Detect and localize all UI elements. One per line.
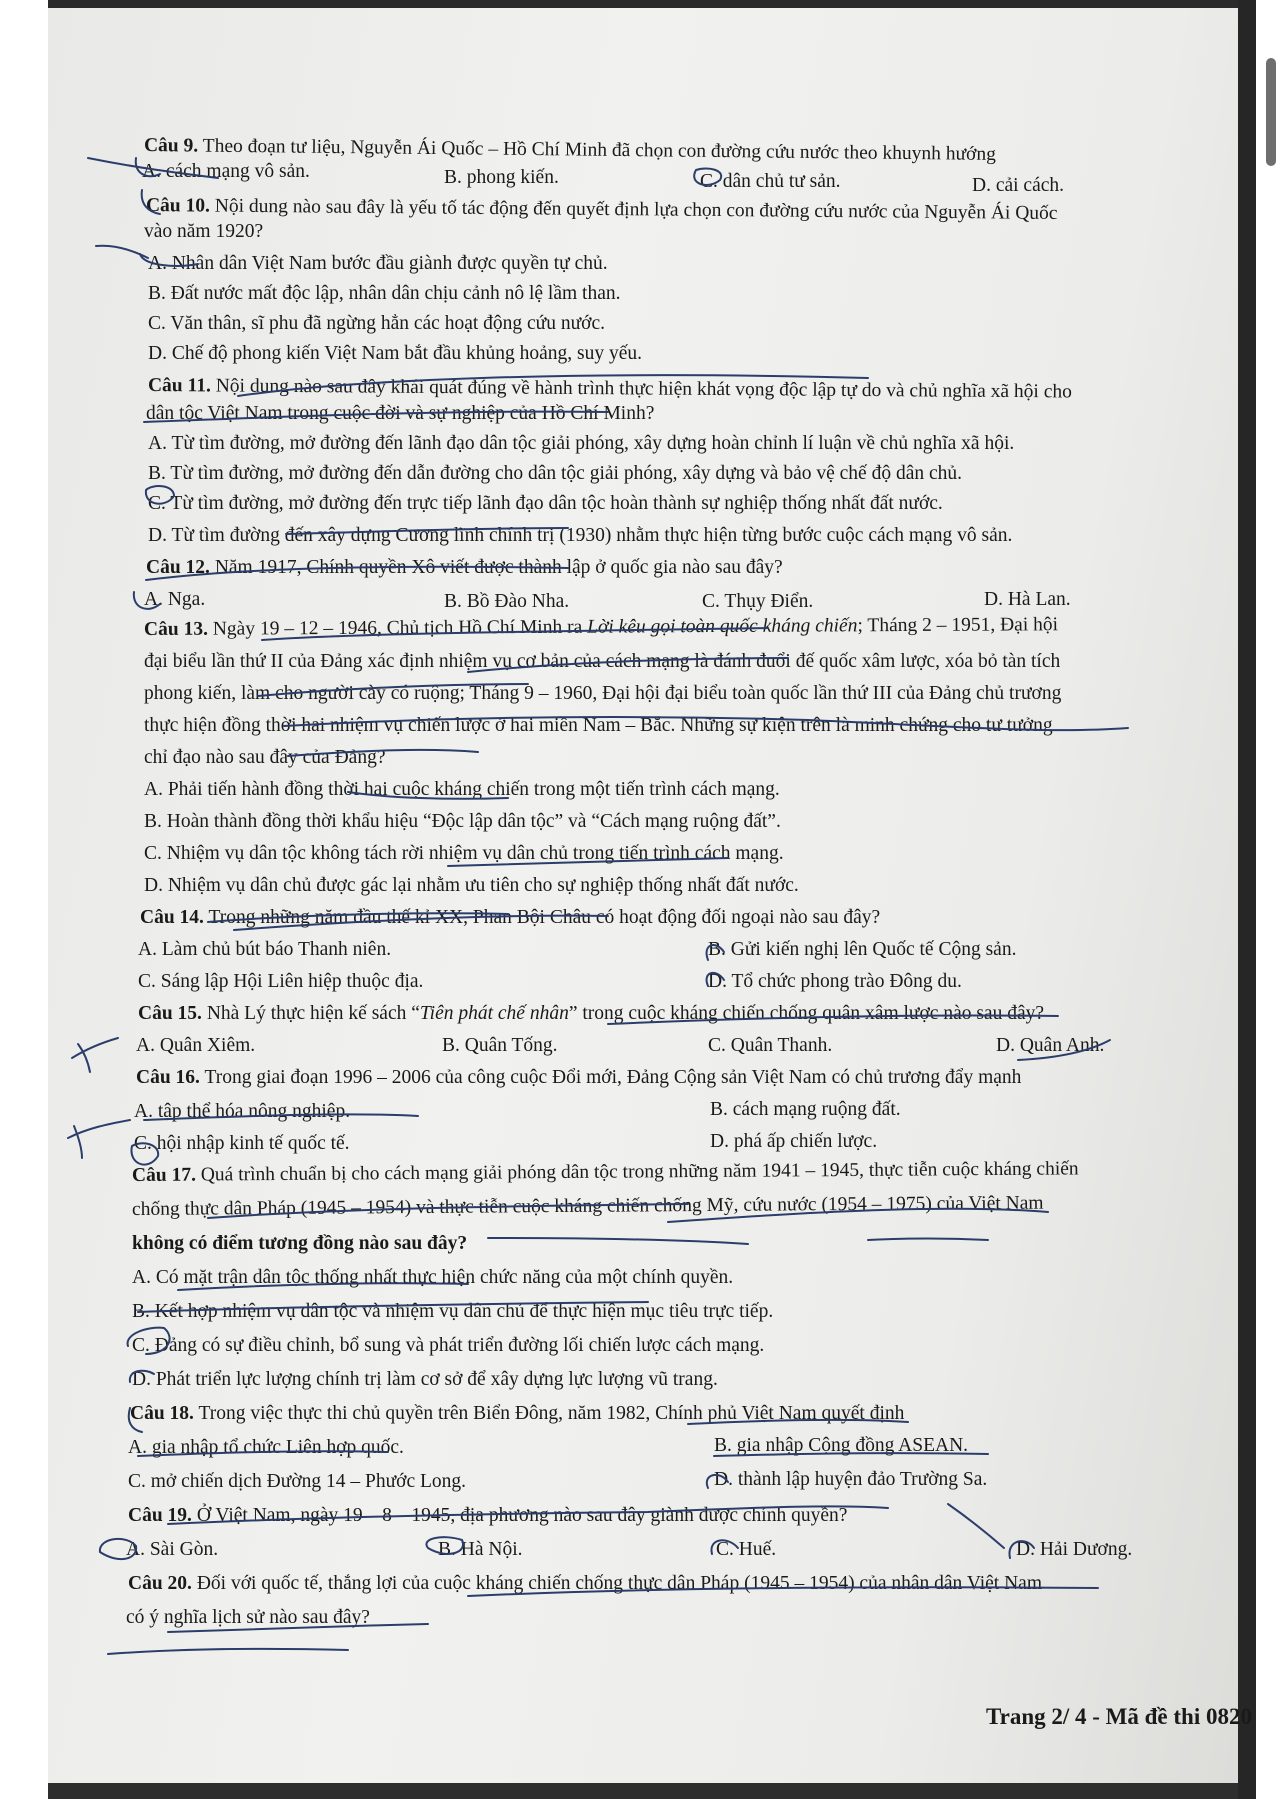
question-11-option-c: C. Từ tìm đường, mở đường đến trực tiếp lãnh đạo dân tộc hoàn thành sự nghiệp thống nhất đất nước. — [148, 493, 943, 514]
page-footer: Trang 2/ 4 - Mã đề thi 0820 — [986, 1704, 1252, 1729]
question-10-stem-line2: vào năm 1920? — [144, 221, 264, 242]
viewer-background — [1256, 0, 1284, 1799]
question-12-option-c: C. Thụy Điển. — [702, 591, 814, 612]
question-15-stem: Câu 15. Nhà Lý thực hiện kế sách “Tiên phát chế nhân” trong cuộc kháng chiến chống quân xâm lược nào sau đây? — [138, 1003, 1045, 1024]
question-13-option-b: B. Hoàn thành đồng thời khẩu hiệu “Độc lập dân tộc” và “Cách mạng ruộng đất”. — [144, 811, 781, 832]
question-11-option-b: B. Từ tìm đường, mở đường đến dẫn đường cho dân tộc giải phóng, xây dựng và bảo vệ chế độ dân chủ. — [148, 463, 963, 484]
question-15-option-c: C. Quân Thanh. — [708, 1035, 833, 1056]
question-12-option-a: A. Nga. — [144, 589, 206, 610]
photo-edge-right — [1238, 0, 1256, 1799]
question-17-option-c: C. Đảng có sự điều chỉnh, bổ sung và phát triển đường lối chiến lược cách mạng. — [132, 1335, 765, 1356]
question-17-option-b: B. Kết hợp nhiệm vụ dân tộc và nhiệm vụ dân chủ để thực hiện mục tiêu trực tiếp. — [132, 1301, 774, 1322]
question-10-option-d: D. Chế độ phong kiến Việt Nam bắt đầu khủng hoảng, suy yếu. — [148, 343, 643, 364]
question-16-option-b: B. cách mạng ruộng đất. — [710, 1099, 901, 1120]
question-16-option-c: C. hội nhập kinh tế quốc tế. — [134, 1133, 350, 1154]
question-15-option-a: A. Quân Xiêm. — [136, 1035, 256, 1056]
question-20-stem: Câu 20. Đối với quốc tế, thắng lợi của cuộc kháng chiến chống thực dân Pháp (1945 – 1954) của nhân dân Việt Nam — [128, 1573, 1043, 1594]
question-11-option-a: A. Từ tìm đường, mở đường đến lãnh đạo dân tộc giải phóng, xây dựng hoàn chỉnh lí luận về chủ nghĩa xã hội. — [148, 433, 1015, 454]
question-12-option-b: B. Bồ Đào Nha. — [444, 591, 570, 612]
pen-stroke — [88, 158, 218, 178]
question-9-stem: Câu 9. Theo đoạn tư liệu, Nguyễn Ái Quốc – Hồ Chí Minh đã chọn con đường cứu nước theo khuynh hướng — [143, 135, 997, 165]
question-13-option-c: C. Nhiệm vụ dân tộc không tách rời nhiệm vụ dân chủ trong tiến trình cách mạng. — [144, 843, 784, 864]
photo-edge-bottom — [48, 1783, 1238, 1799]
pen-circle-9c — [694, 168, 721, 184]
question-10-option-a: A. Nhân dân Việt Nam bước đầu giành được quyền tự chủ. — [148, 253, 608, 274]
question-15-option-d: D. Quân Anh. — [996, 1035, 1105, 1056]
question-18-option-a: A. gia nhập tổ chức Liên hợp quốc. — [128, 1437, 404, 1458]
question-18-option-c: C. mở chiến dịch Đường 14 – Phước Long. — [128, 1471, 467, 1492]
pen-annotations — [48, 8, 1238, 1783]
question-14-option-d: D. Tổ chức phong trào Đông du. — [708, 971, 962, 992]
question-10-option-b: B. Đất nước mất độc lập, nhân dân chịu cảnh nô lệ lầm than. — [148, 283, 621, 304]
question-17-stem: Câu 17. Quá trình chuẩn bị cho cách mạng giải phóng dân tộc trong những năm 1941 – 1945, thực tiễn cuộc kháng chiến — [131, 1158, 1079, 1186]
question-18-option-d: D. thành lập huyện đảo Trường Sa. — [714, 1469, 988, 1490]
question-14-stem: Câu 14. Trong những năm đầu thế kỉ XX, Phan Bội Châu có hoạt động đối ngoại nào sau đây? — [140, 907, 881, 928]
question-13-stem-line4: thực hiện đồng thời hai nhiệm vụ chiến lược ở hai miền Nam – Bắc. Những sự kiện trên là minh chứng cho tư tưởng — [144, 715, 1053, 736]
question-19-option-a: A. Sài Gòn. — [126, 1539, 219, 1560]
question-19-stem: Câu 19. Ở Việt Nam, ngày 19 – 8 – 1945, địa phương nào sau đây giành được chính quyền? — [128, 1505, 848, 1526]
question-12-option-d: D. Hà Lan. — [984, 589, 1071, 610]
question-10-stem: Câu 10. Nội dung nào sau đây là yếu tố tác động đến quyết định lựa chọn con đường cứu nước của Nguyễn Ái Quốc — [145, 195, 1058, 224]
question-11-option-d: D. Từ tìm đường đến xây dựng Cương lĩnh chính trị (1930) nhằm thực hiện từng bước cuộc cách mạng vô sản. — [148, 525, 1013, 546]
question-19-option-d: D. Hải Dương. — [1016, 1539, 1133, 1560]
question-17-option-a: A. Có mặt trận dân tộc thống nhất thực hiện chức năng của một chính quyền. — [132, 1267, 734, 1288]
question-13-stem: Câu 13. Ngày 19 – 12 – 1946, Chủ tịch Hồ Chí Minh ra Lời kêu gọi toàn quốc kháng chiến; Tháng 2 – 1951, Đại hội — [143, 614, 1059, 640]
question-16-option-d: D. phá ấp chiến lược. — [710, 1131, 878, 1152]
question-9-option-c: C. dân chủ tư sản. — [700, 171, 841, 192]
question-19-option-c: C. Huế. — [716, 1539, 777, 1560]
question-19-option-b: B. Hà Nội. — [438, 1539, 523, 1560]
photo-edge-top — [48, 0, 1238, 8]
question-18-option-b: B. gia nhập Cộng đồng ASEAN. — [714, 1435, 969, 1456]
question-14-option-c: C. Sáng lập Hội Liên hiệp thuộc địa. — [138, 971, 424, 992]
photo-margin-left — [0, 0, 48, 1799]
question-20-stem-line2: có ý nghĩa lịch sử nào sau đây? — [126, 1607, 370, 1628]
question-11-stem-line2: dân tộc Việt Nam trong cuộc đời và sự nghiệp của Hồ Chí Minh? — [146, 403, 655, 424]
question-17-stem-line2: chống thực dân Pháp (1945 – 1954) và thực tiễn cuộc kháng chiến chống Mỹ, cứu nước (1954 – 1975) của Việt Nam — [131, 1192, 1044, 1220]
exam-page — [48, 8, 1252, 1783]
question-15-option-b: B. Quân Tống. — [442, 1035, 558, 1056]
question-9-option-a: A. cách mạng vô sản. — [142, 161, 310, 182]
question-13-option-a: A. Phải tiến hành đồng thời hai cuộc kháng chiến trong một tiến trình cách mạng. — [144, 779, 780, 800]
question-14-option-b: B. Gửi kiến nghị lên Quốc tế Cộng sản. — [708, 939, 1017, 960]
question-13-stem-line2: đại biểu lần thứ II của Đảng xác định nhiệm vụ cơ bản của cách mạng là đánh đuổi đế quốc xâm lược, xóa bỏ tàn tích — [144, 651, 1061, 672]
question-13-stem-line5: chỉ đạo nào sau đây của Đảng? — [144, 747, 386, 768]
question-9-option-b: B. phong kiến. — [444, 167, 559, 188]
question-17-stem-line3: không có điểm tương đồng nào sau đây? — [132, 1233, 468, 1254]
question-12-stem: Câu 12. Năm 1917, Chính quyền Xô viết được thành lập ở quốc gia nào sau đây? — [146, 557, 783, 578]
question-13-stem-line3: phong kiến, làm cho người cày có ruộng; Tháng 9 – 1960, Đại hội đại biểu toàn quốc lần thứ III của Đảng chủ trương — [144, 683, 1062, 704]
question-14-option-a: A. Làm chủ bút báo Thanh niên. — [138, 939, 392, 960]
question-9-option-d: D. cải cách. — [972, 175, 1065, 196]
scrollbar-thumb[interactable] — [1266, 58, 1276, 166]
question-17-option-d: D. Phát triển lực lượng chính trị làm cơ sở để xây dựng lực lượng vũ trang. — [132, 1369, 718, 1390]
question-16-option-a: A. tập thể hóa nông nghiệp. — [134, 1101, 351, 1122]
question-13-option-d: D. Nhiệm vụ dân chủ được gác lại nhằm ưu tiên cho sự nghiệp thống nhất đất nước. — [144, 875, 799, 896]
question-16-stem: Câu 16. Trong giai đoạn 1996 – 2006 của công cuộc Đổi mới, Đảng Cộng sản Việt Nam có chủ trương đẩy mạnh — [136, 1067, 1022, 1088]
question-10-option-c: C. Văn thân, sĩ phu đã ngừng hẳn các hoạt động cứu nước. — [148, 313, 606, 334]
question-11-stem: Câu 11. Nội dung nào sau đây khái quát đúng về hành trình thực hiện khát vọng độc lập tự do và chủ nghĩa xã hội cho — [147, 375, 1072, 403]
question-18-stem: Câu 18. Trong việc thực thi chủ quyền trên Biển Đông, năm 1982, Chính phủ Việt Nam quyết định — [130, 1403, 905, 1424]
